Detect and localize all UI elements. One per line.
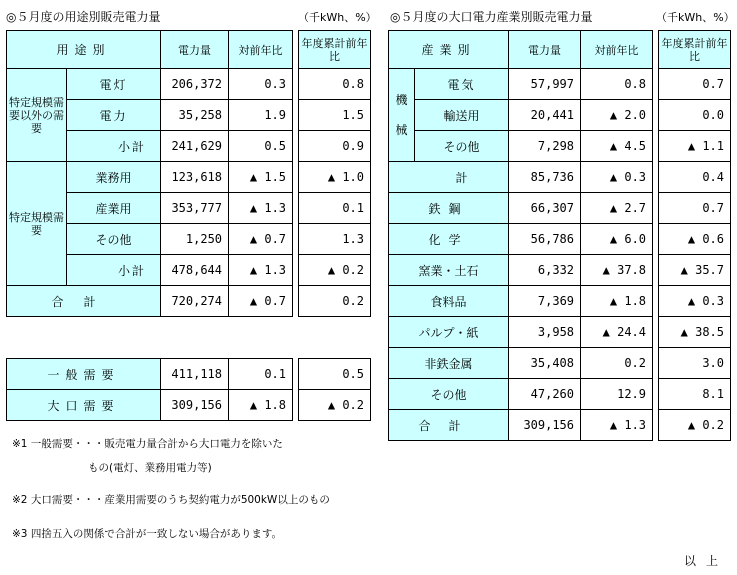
amount-cell: 1,250 <box>161 224 229 255</box>
note-3: ※3 四捨五入の関係で合計が一致しない場合があります。 <box>12 528 282 540</box>
cum-cell: ▲ 1.1 <box>659 131 731 162</box>
right-header-cum: 年度累計前年比 <box>659 31 731 69</box>
table-row <box>7 359 293 390</box>
amount-cell: 35,258 <box>161 100 229 131</box>
table-row <box>7 69 293 100</box>
row-label: 食料品 <box>389 286 509 317</box>
table-row <box>389 410 653 441</box>
cum-cell: 0.2 <box>299 286 371 317</box>
row-label: パルプ・紙 <box>389 317 509 348</box>
yoy-cell: ▲ 1.3 <box>229 193 293 224</box>
cum-cell: 1.5 <box>299 100 371 131</box>
row-label: 輸送用 <box>415 100 509 131</box>
left-table <box>6 30 293 317</box>
note-1a: ※1 一般需要・・・販売電力量合計から大口電力を除いた <box>12 438 283 450</box>
right-cum-table <box>658 30 731 441</box>
amount-cell: 411,118 <box>161 359 229 390</box>
cum-cell: 0.7 <box>659 193 731 224</box>
table-row <box>389 100 653 131</box>
row-label: 小計 <box>67 255 161 286</box>
group-label-non-specific: 特定規模需要以外の需要 <box>7 69 67 162</box>
yoy-cell: 0.3 <box>229 69 293 100</box>
table-row <box>389 255 653 286</box>
amount-cell: 3,958 <box>509 317 581 348</box>
left-cum-table <box>298 30 371 317</box>
right-header-category: 産業別 <box>389 31 509 69</box>
amount-cell: 478,644 <box>161 255 229 286</box>
table-row <box>389 193 653 224</box>
cum-cell: ▲ 1.0 <box>299 162 371 193</box>
end-mark: 以上 <box>684 554 729 568</box>
table-row <box>389 348 653 379</box>
cum-cell: ▲ 0.6 <box>659 224 731 255</box>
amount-cell: 7,369 <box>509 286 581 317</box>
row-label: 産業用 <box>67 193 161 224</box>
amount-cell: 353,777 <box>161 193 229 224</box>
yoy-cell: 0.8 <box>581 69 653 100</box>
table-row <box>389 379 653 410</box>
table-row <box>389 162 653 193</box>
split-table <box>6 358 293 421</box>
right-unit: （千kWh、%） <box>656 11 735 24</box>
amount-cell: 47,260 <box>509 379 581 410</box>
cum-cell: 0.9 <box>299 131 371 162</box>
note-1b: もの(電灯、業務用電力等) <box>88 462 212 474</box>
group-label-machinery: 機械 <box>389 69 415 162</box>
cum-cell: 0.5 <box>299 359 371 390</box>
right-header-yoy: 対前年比 <box>581 31 653 69</box>
row-label: 化学 <box>389 224 509 255</box>
yoy-cell: ▲ 4.5 <box>581 131 653 162</box>
amount-cell: 7,298 <box>509 131 581 162</box>
cum-cell: 8.1 <box>659 379 731 410</box>
row-label: 鉄鋼 <box>389 193 509 224</box>
yoy-cell: ▲ 1.3 <box>581 410 653 441</box>
cum-cell: ▲ 0.2 <box>299 390 371 421</box>
left-header-amount: 電力量 <box>161 31 229 69</box>
row-label-total: 合計 <box>389 410 509 441</box>
cum-cell: 0.4 <box>659 162 731 193</box>
cum-cell: 0.8 <box>299 69 371 100</box>
cum-cell: 1.3 <box>299 224 371 255</box>
table-row <box>7 390 293 421</box>
left-header-category: 用途別 <box>7 31 161 69</box>
table-row <box>7 286 293 317</box>
row-label: 大口需要 <box>7 390 161 421</box>
yoy-cell: ▲ 0.7 <box>229 286 293 317</box>
amount-cell: 720,274 <box>161 286 229 317</box>
row-label: 電力 <box>67 100 161 131</box>
note-2: ※2 大口需要・・・産業用需要のうち契約電力が500kW以上のもの <box>12 494 330 506</box>
amount-cell: 66,307 <box>509 193 581 224</box>
table-row <box>7 162 293 193</box>
right-title: ◎５月度の大口電力産業別販売電力量 <box>390 10 593 24</box>
yoy-cell: ▲ 1.5 <box>229 162 293 193</box>
cum-cell: ▲ 38.5 <box>659 317 731 348</box>
cum-cell: ▲ 0.2 <box>659 410 731 441</box>
amount-cell: 123,618 <box>161 162 229 193</box>
cum-cell: ▲ 0.2 <box>299 255 371 286</box>
right-header-amount: 電力量 <box>509 31 581 69</box>
left-header-yoy: 対前年比 <box>229 31 293 69</box>
row-label: 非鉄金属 <box>389 348 509 379</box>
row-label: 電灯 <box>67 69 161 100</box>
row-label: その他 <box>415 131 509 162</box>
left-header-row <box>7 31 293 69</box>
amount-cell: 85,736 <box>509 162 581 193</box>
cum-cell: 0.0 <box>659 100 731 131</box>
row-label-total: 合計 <box>7 286 161 317</box>
row-label: 一般需要 <box>7 359 161 390</box>
amount-cell: 20,441 <box>509 100 581 131</box>
table-row <box>389 69 653 100</box>
yoy-cell: ▲ 1.3 <box>229 255 293 286</box>
cum-cell: ▲ 0.3 <box>659 286 731 317</box>
left-title: ◎５月度の用途別販売電力量 <box>6 10 161 24</box>
right-header-row <box>389 31 653 69</box>
amount-cell: 309,156 <box>509 410 581 441</box>
amount-cell: 35,408 <box>509 348 581 379</box>
amount-cell: 241,629 <box>161 131 229 162</box>
amount-cell: 57,997 <box>509 69 581 100</box>
yoy-cell: 0.1 <box>229 359 293 390</box>
yoy-cell: ▲ 1.8 <box>229 390 293 421</box>
row-label: 計 <box>389 162 509 193</box>
yoy-cell: 0.2 <box>581 348 653 379</box>
yoy-cell: ▲ 0.3 <box>581 162 653 193</box>
table-row <box>389 317 653 348</box>
cum-cell: ▲ 35.7 <box>659 255 731 286</box>
yoy-cell: ▲ 6.0 <box>581 224 653 255</box>
yoy-cell: ▲ 2.0 <box>581 100 653 131</box>
yoy-cell: ▲ 2.7 <box>581 193 653 224</box>
split-cum-table <box>298 358 371 421</box>
amount-cell: 6,332 <box>509 255 581 286</box>
table-row <box>389 131 653 162</box>
yoy-cell: 1.9 <box>229 100 293 131</box>
left-header-cum: 年度累計前年比 <box>299 31 371 69</box>
row-label: 業務用 <box>67 162 161 193</box>
cum-cell: 0.7 <box>659 69 731 100</box>
yoy-cell: ▲ 0.7 <box>229 224 293 255</box>
row-label: 窯業・土石 <box>389 255 509 286</box>
amount-cell: 56,786 <box>509 224 581 255</box>
table-row <box>389 286 653 317</box>
row-label: 小計 <box>67 131 161 162</box>
yoy-cell: ▲ 24.4 <box>581 317 653 348</box>
amount-cell: 206,372 <box>161 69 229 100</box>
left-unit: （千kWh、%） <box>298 11 377 24</box>
yoy-cell: ▲ 1.8 <box>581 286 653 317</box>
amount-cell: 309,156 <box>161 390 229 421</box>
yoy-cell: ▲ 37.8 <box>581 255 653 286</box>
row-label: 電気 <box>415 69 509 100</box>
group-label-specific: 特定規模需要 <box>7 162 67 286</box>
table-row <box>389 224 653 255</box>
yoy-cell: 12.9 <box>581 379 653 410</box>
row-label: その他 <box>67 224 161 255</box>
row-label: その他 <box>389 379 509 410</box>
cum-cell: 0.1 <box>299 193 371 224</box>
cum-cell: 3.0 <box>659 348 731 379</box>
right-table <box>388 30 653 441</box>
yoy-cell: 0.5 <box>229 131 293 162</box>
